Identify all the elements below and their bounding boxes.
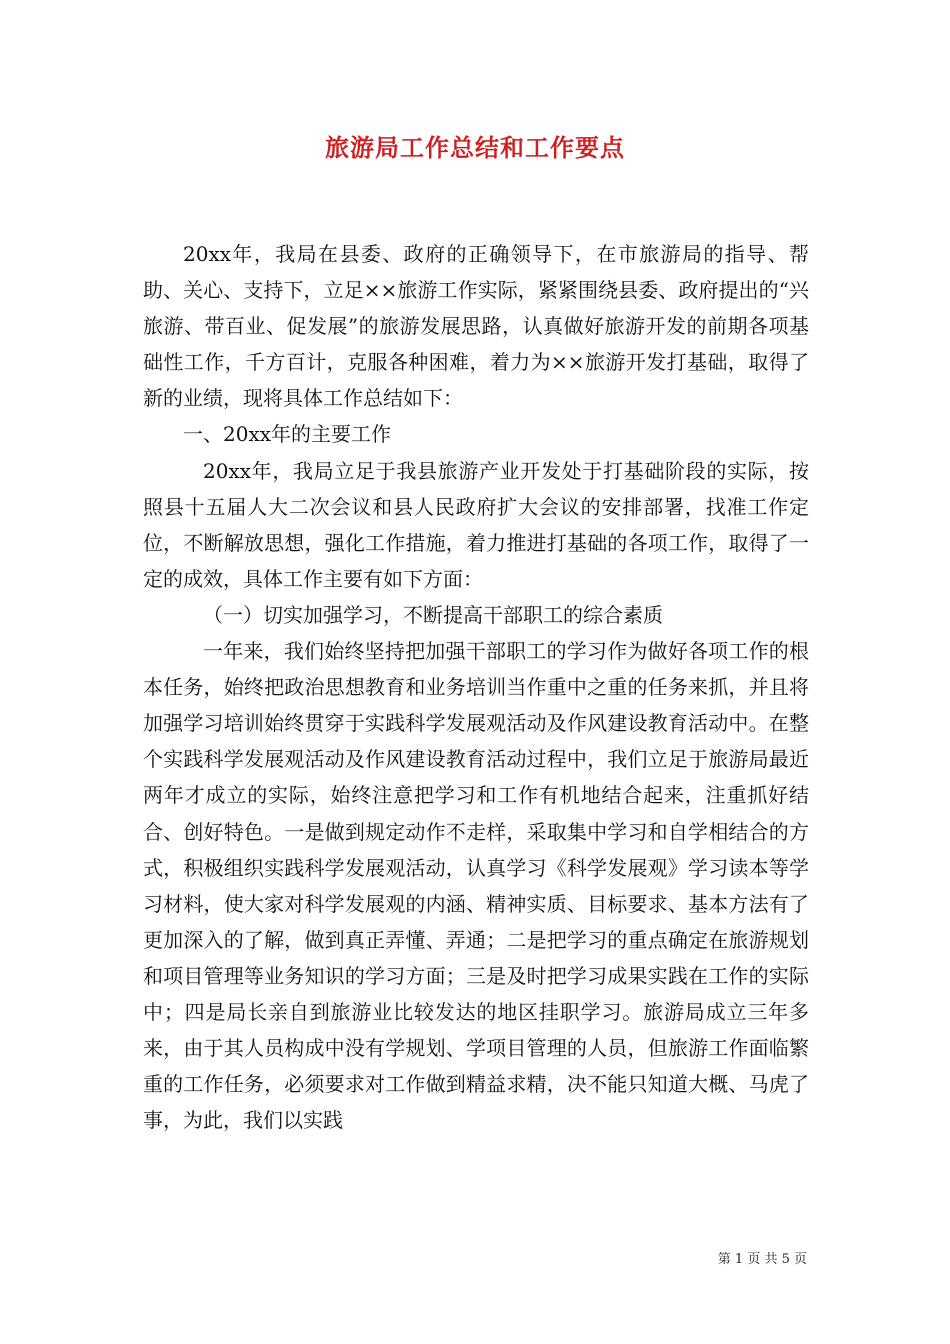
section-heading-main-work: 一、20xx年的主要工作 [183, 422, 392, 447]
page-number-footer: 第 1 页 共 5 页 [717, 1252, 807, 1267]
document-title: 旅游局工作总结和工作要点 [325, 133, 625, 162]
paragraph-intro: 20xx年，我局在县委、政府的正确领导下，在市旅游局的指导、帮助、关心、支持下，立足××旅游工作实际，紧紧围绕县委、政府提出的“兴旅游、带百业、促发展”的旅游发展思路，认真做好旅游开发的前期各项基础性工作，千方百计，克服各种困难，着力为××旅游开发打基础，取得了新的业绩，现将具体工作总结如下： [143, 242, 809, 411]
paragraph-main-work: 20xx年，我局立足于我县旅游产业开发处于打基础阶段的实际，按照县十五届人大二次会议和县人民政府扩大会议的安排部署，找准工作定位，不断解放思想，强化工作措施，着力推进打基础的各项工作，取得了一定的成效，具体工作主要有如下方面： [143, 458, 809, 591]
paragraph-study: 一年来，我们始终坚持把加强干部职工的学习作为做好各项工作的根本任务，始终把政治思想教育和业务培训当作重中之重的任务来抓，并且将加强学习培训始终贯穿于实践科学发展观活动及作风建设教育活动中。在整个实践科学发展观活动及作风建设教育活动过程中，我们立足于旅游局最近两年才成立的实际，始终注意把学习和工作有机地结合起来，注重抓好结合、创好特色。一是做到规定动作不走样，采取集中学习和自学相结合的方式，积极组织实践科学发展观活动，认真学习《科学发展观》学习读本等学习材料，使大家对科学发展观的内涵、精神实质、目标要求、基本方法有了更加深入的了解，做到真正弄懂、弄通；二是把学习的重点确定在旅游规划和项目管理等业务知识的学习方面；三是及时把学习成果实践在工作的实际中；四是局长亲自到旅游业比较发达的地区挂职学习。旅游局成立三年多来，由于其人员构成中没有学规划、学项目管理的人员，但旅游工作面临繁重的工作任务，必须要求对工作做到精益求精，决不能只知道大概、马虎了事，为此，我们以实践 [143, 639, 809, 1133]
document-body [143, 236, 809, 1138]
subsection-heading-study: （一）切实加强学习，不断提高干部职工的综合素质 [203, 602, 663, 627]
